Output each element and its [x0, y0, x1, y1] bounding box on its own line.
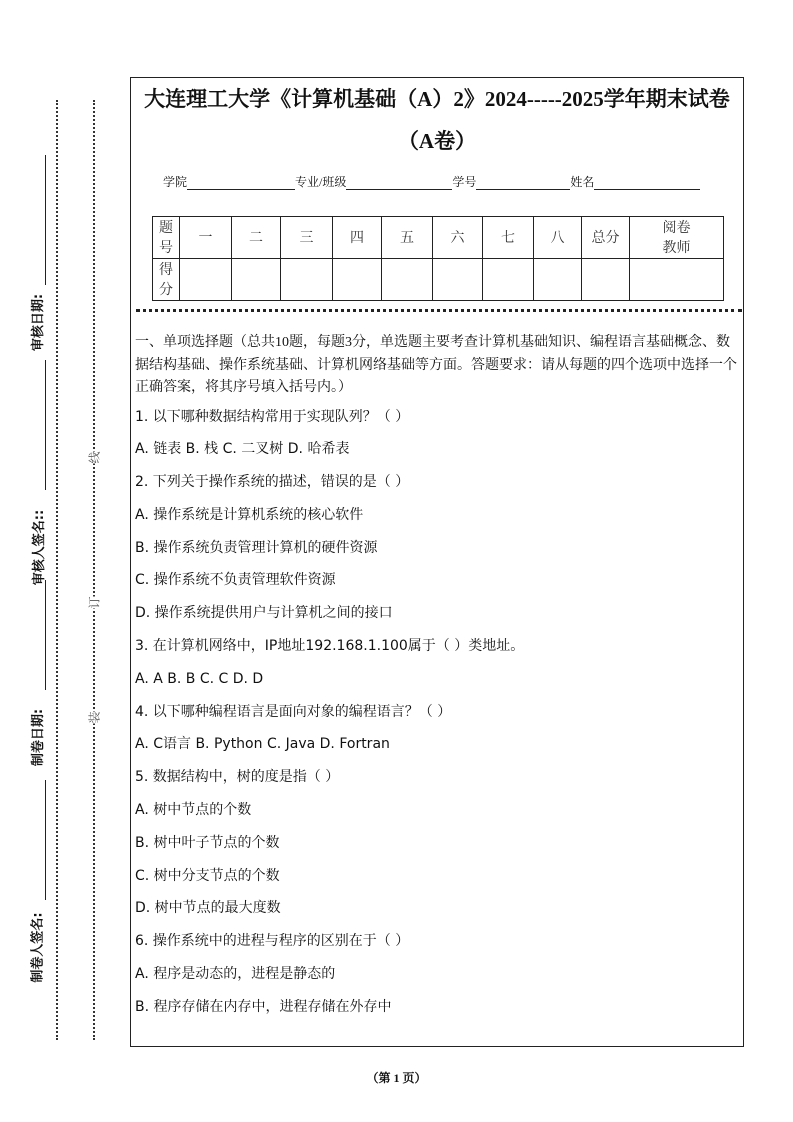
exam-title: 大连理工大学《计算机基础（A）2》2024-----2025学年期末试卷 [144, 87, 730, 111]
score-cell[interactable] [180, 259, 232, 301]
signature-line [45, 155, 46, 285]
question-option: A. 程序是动态的，进程是静态的 [135, 966, 336, 983]
question-option: C. 操作系统不负责管理软件资源 [135, 572, 336, 589]
name-field[interactable] [594, 176, 700, 190]
score-cell[interactable] [582, 259, 630, 301]
student-id-label: 学号 [452, 175, 477, 189]
col-total: 总分 [582, 217, 630, 259]
question-option: A. 操作系统是计算机系统的核心软件 [135, 506, 364, 523]
score-cell[interactable] [483, 259, 534, 301]
question-list [135, 406, 740, 1029]
question-option: B. 操作系统负责管理计算机的硬件资源 [135, 539, 378, 556]
question-option: A. C语言 B. Python C. Java D. Fortran [135, 736, 390, 753]
signature-line [45, 780, 46, 900]
dotted-divider [136, 309, 742, 312]
student-id-field[interactable] [476, 176, 570, 190]
score-cell[interactable] [433, 259, 483, 301]
question-option: D. 树中节点的最大度数 [135, 900, 281, 917]
question-option: D. 操作系统提供用户与计算机之间的接口 [135, 605, 393, 622]
col-grader: 阅卷教师 [630, 217, 724, 259]
col-4: 四 [333, 217, 382, 259]
maker-sign-label: 制卷人签名: [30, 912, 46, 983]
col-7: 七 [483, 217, 534, 259]
question-stem: 5. 数据结构中，树的度是指（ ） [135, 769, 340, 786]
question-option: B. 树中叶子节点的个数 [135, 834, 280, 851]
table-row [153, 259, 724, 301]
college-field[interactable] [187, 176, 295, 190]
col-1: 一 [180, 217, 232, 259]
exam-subtitle: （A卷） [397, 129, 477, 153]
score-cell[interactable] [281, 259, 333, 301]
question-option: A. A B. B C. C D. D [135, 670, 264, 687]
header-label: 题号 [153, 217, 180, 259]
question-stem: 3. 在计算机网络中，IP地址192.168.1.100属于（ ）类地址。 [135, 638, 525, 655]
score-cell[interactable] [333, 259, 382, 301]
score-table [152, 216, 724, 301]
section-intro: 一、单项选择题（总共10题，每题3分，单选题主要考查计算机基础知识、编程语言基础概念、数据结构基础、操作系统基础、计算机网络基础等方面。答题要求：请从每题的四个选项中选择一个正确答案，将其序号填入括号内。） [135, 335, 737, 395]
student-info [163, 173, 700, 190]
score-cell[interactable] [382, 259, 433, 301]
make-date-label: 制卷日期: [31, 708, 47, 767]
page-number: （第 1 页） [366, 1071, 427, 1085]
question-stem: 4. 以下哪种编程语言是面向对象的编程语言？（ ） [135, 703, 452, 720]
question-option: C. 树中分支节点的个数 [135, 867, 280, 884]
col-5: 五 [382, 217, 433, 259]
score-cell[interactable] [232, 259, 281, 301]
review-date-label: 审核日期: [31, 293, 47, 352]
name-label: 姓名 [570, 175, 595, 189]
score-cell[interactable] [534, 259, 582, 301]
score-label: 得分 [153, 259, 180, 301]
college-label: 学院 [163, 175, 188, 189]
major-class-label: 专业/班级 [295, 175, 347, 189]
table-row [153, 217, 724, 259]
col-6: 六 [433, 217, 483, 259]
question-stem: 1. 以下哪种数据结构常用于实现队列？（ ） [135, 408, 410, 425]
binding-dotted-line [93, 100, 95, 1040]
section-1 [135, 332, 740, 1029]
bind-line-char: 线 [84, 451, 105, 463]
question-option: B. 程序存储在内存中，进程存储在外存中 [135, 998, 392, 1015]
major-class-field[interactable] [346, 176, 452, 190]
question-stem: 2. 下列关于操作系统的描述，错误的是（ ） [135, 474, 410, 491]
col-2: 二 [232, 217, 281, 259]
reviewer-sign-label: 审核人签名:: [32, 509, 48, 586]
question-option: A. 树中节点的个数 [135, 802, 252, 819]
score-cell[interactable] [630, 259, 724, 301]
col-3: 三 [281, 217, 333, 259]
signature-line [45, 360, 46, 490]
question-stem: 6. 操作系统中的进程与程序的区别在于（ ） [135, 933, 410, 950]
bind-install-char: 装 [84, 711, 105, 723]
col-8: 八 [534, 217, 582, 259]
binding-dotted-line [56, 100, 58, 1040]
bind-staple-char: 订 [84, 596, 105, 608]
signature-line [45, 580, 46, 690]
question-option: A. 链表 B. 栈 C. 二叉树 D. 哈希表 [135, 441, 350, 458]
